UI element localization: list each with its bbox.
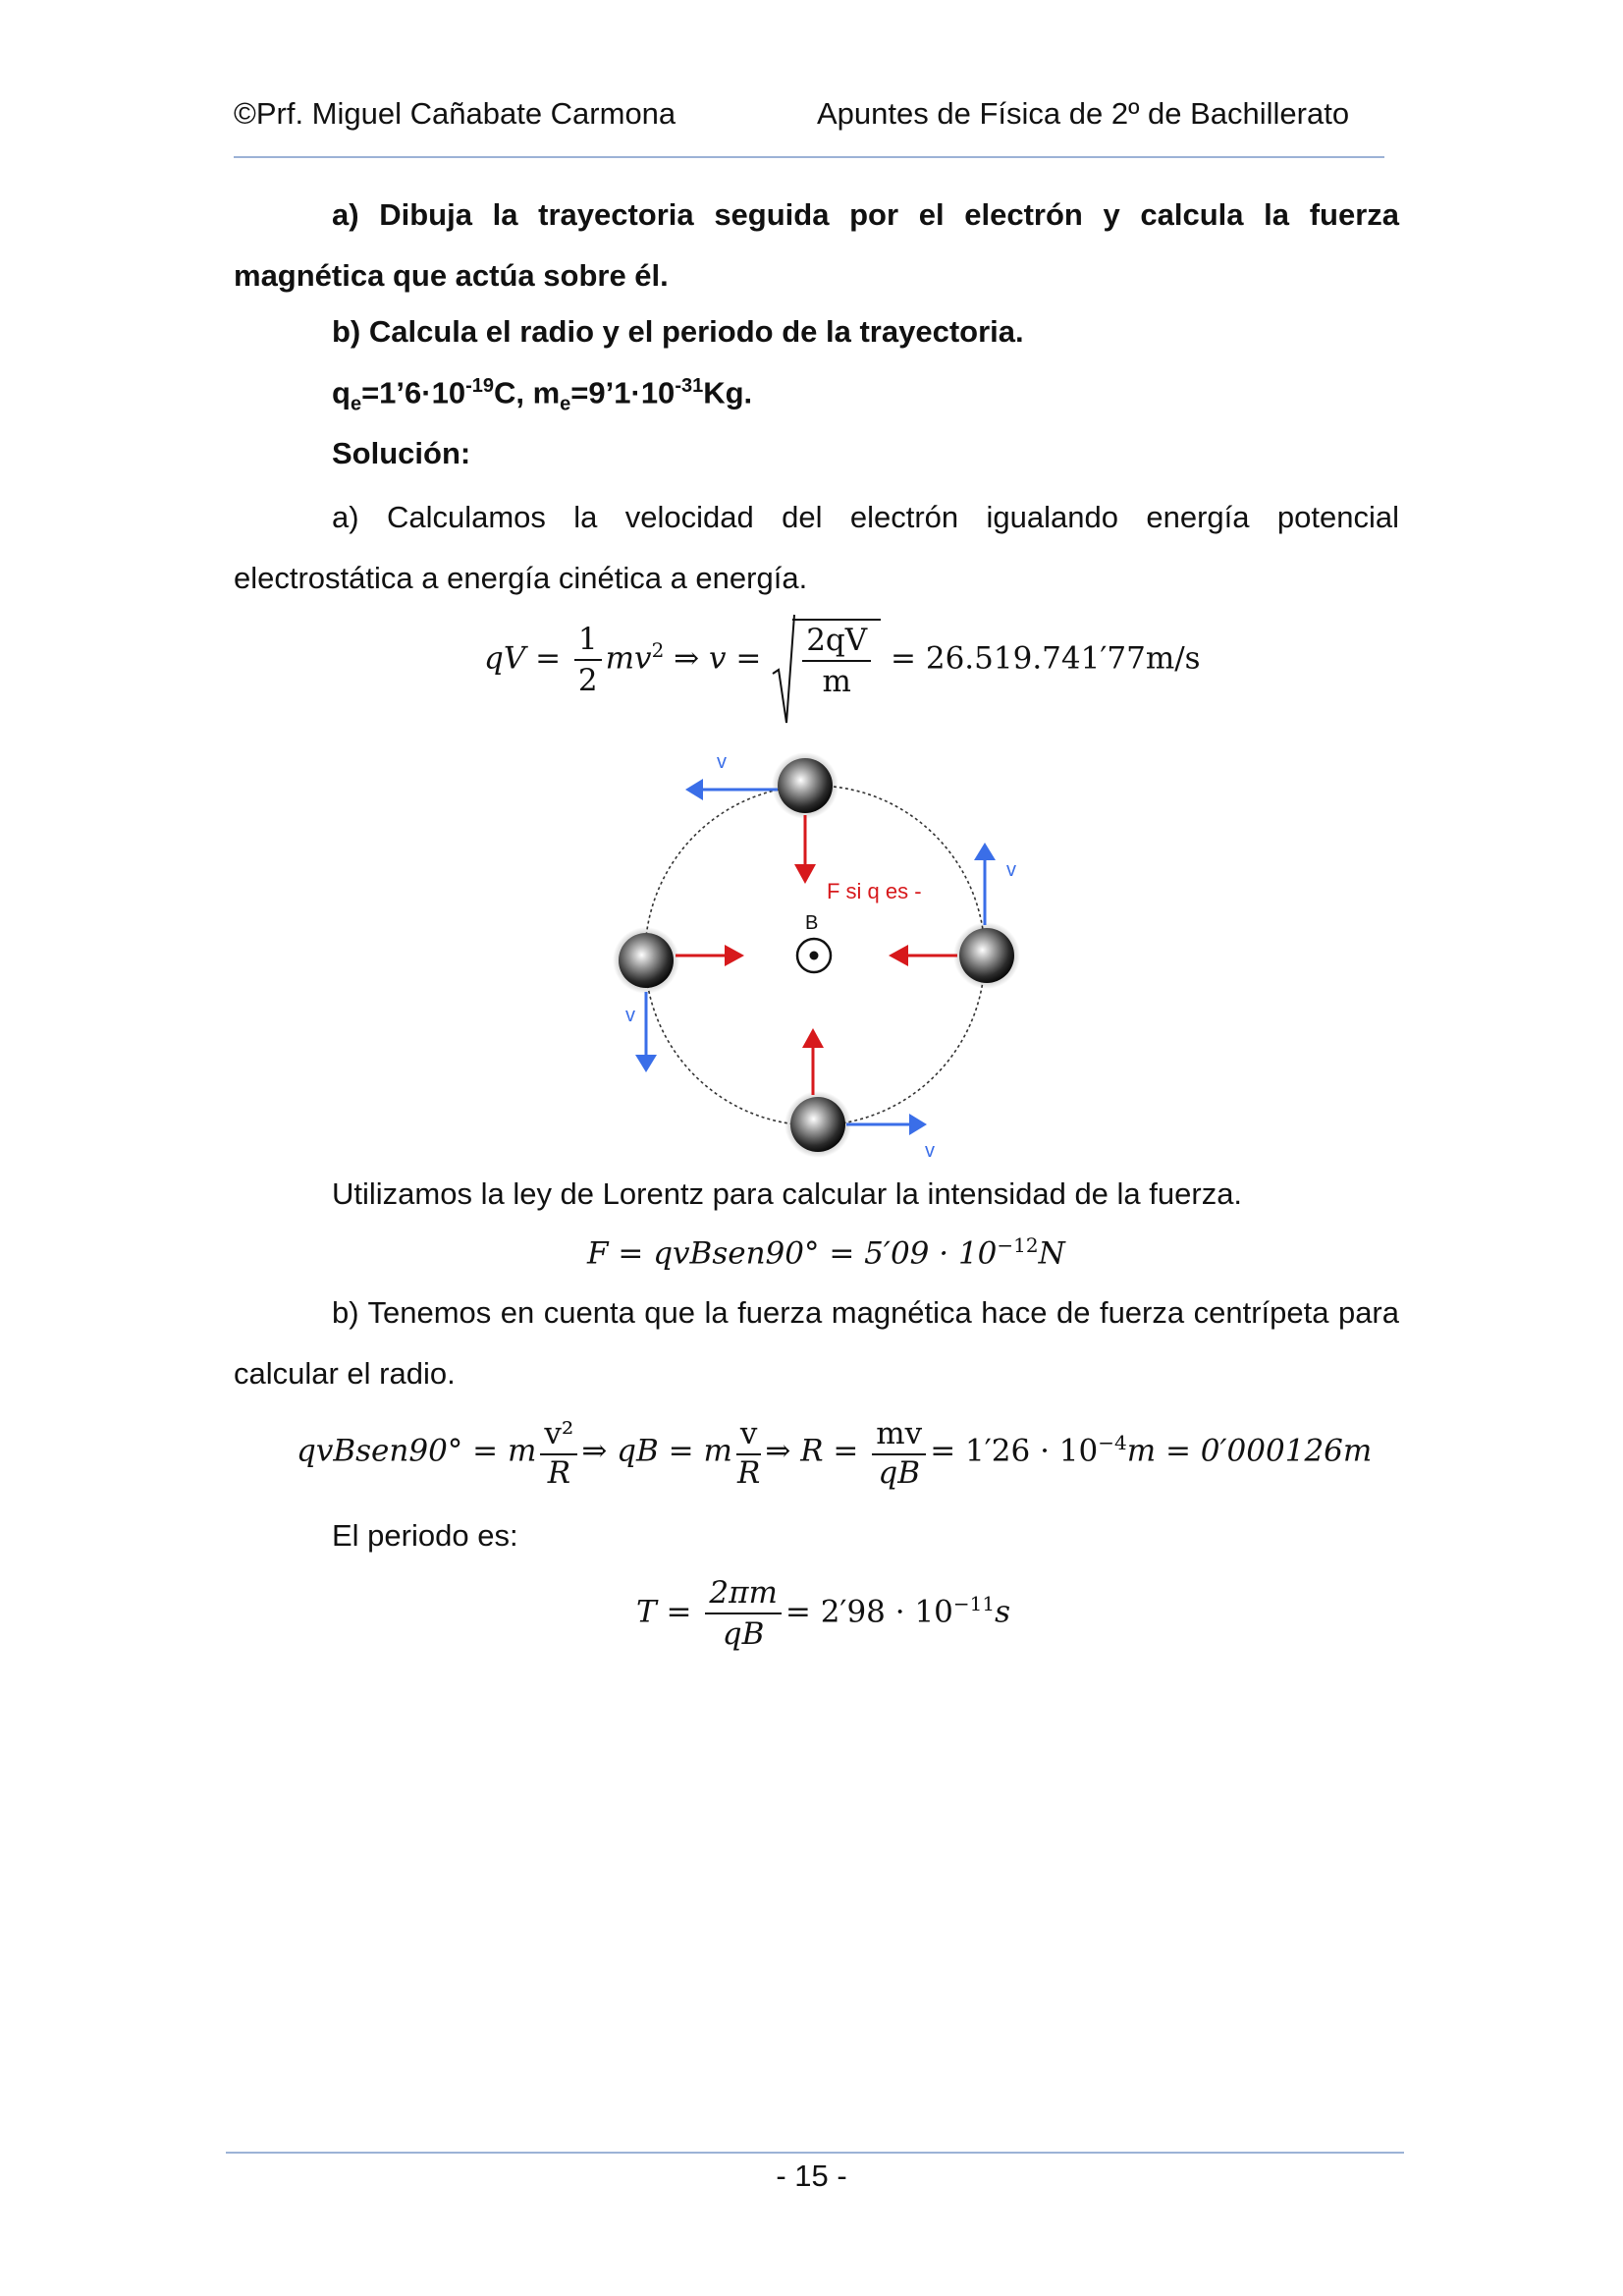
field-label: B — [805, 912, 819, 934]
solution-b-intro: b) Tenemos en cuenta que la fuerza magnética hace de fuerza centrípeta para calcular el radio. — [234, 1295, 1399, 1391]
velocity-label-right: v — [1006, 859, 1016, 881]
question-a: a) Dibuja la trayectoria seguida por el electrón y calcula la fuerza magnética que actúa sobre él. — [234, 197, 1399, 293]
force-arrow-right — [889, 945, 957, 966]
electron-left — [613, 927, 679, 994]
header-left: ©Prf. Miguel Cañabate Carmona — [234, 96, 676, 131]
velocity-arrow-bottom — [846, 1114, 927, 1135]
page-number: - 15 - — [776, 2159, 847, 2193]
force-arrow-left — [676, 945, 744, 966]
velocity-label-bottom: v — [925, 1140, 935, 1162]
question-b: b) Calcula el radio y el periodo de la trayectoria. — [332, 314, 1024, 349]
question-data: $q_e=1’6\cdot 10^{-19}C$, $m_e=9’1\cdot 10^{-31}Kg$. — [332, 375, 753, 415]
electron-top — [772, 752, 839, 819]
force-arrow-bottom — [802, 1028, 824, 1095]
velocity-arrow-right — [974, 843, 996, 925]
footer-rule — [226, 2152, 1404, 2154]
force-label: F si q es - — [827, 879, 922, 903]
velocity-label-top: v — [717, 751, 727, 773]
equation-period: T = $\frac{2\pi m}{qB}$ = $2'98 \cdot 10^{-11}s$ — [636, 1575, 1011, 1652]
equation-force: F = qvBsen90° = $5'09 \cdot 10^{-12}N$ — [587, 1233, 1065, 1272]
period-text: El periodo es: — [332, 1518, 518, 1553]
header-right: Apuntes de Física de 2º de Bachillerato — [817, 96, 1350, 131]
lorentz-text: Utilizamos la ley de Lorentz para calcular la intensidad de la fuerza. — [332, 1176, 1243, 1211]
header-rule — [234, 156, 1384, 158]
equation-radius: qvBsen90° = m $\frac{\text{v²}}{R}$ ⇒ qB = m $\frac{v}{R}$ ⇒ R = $\frac{mv}{qB} = 1'26 \cdot 10^{-4}m = 0'000126m$ — [297, 1416, 1373, 1491]
velocity-label-left: v — [625, 1005, 635, 1026]
solution-label: Solución: — [332, 436, 471, 470]
electron-orbit-diagram — [589, 746, 1041, 1169]
solution-a-intro: a) Calculamos la velocidad del electrón igualando energía potencial electrostática a energía cinética a energía. — [234, 500, 1399, 595]
velocity-arrow-left — [635, 992, 657, 1072]
force-arrow-top — [794, 815, 816, 884]
velocity-arrow-top — [685, 779, 778, 800]
equation-velocity: qV = $\frac{1}{2}$ $mv^2$ ⇒ v = $\frac{2qV}{m}$ = 26.519.741′77m/s — [484, 619, 1201, 701]
electron-right — [953, 922, 1020, 989]
electron-bottom — [784, 1091, 851, 1158]
